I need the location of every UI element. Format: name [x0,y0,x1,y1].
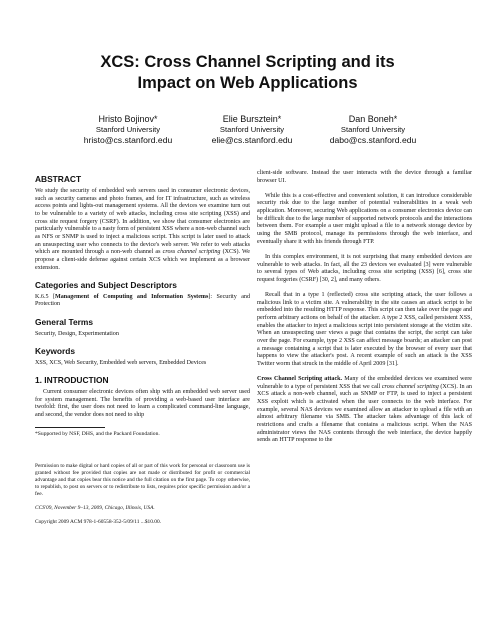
abstract-text: We study the security of embedded web servers used in consumer electronic devices, such as security cameras and photo frames, and for IT infrastructure, such as wireless access points and lights-out management systems. All the devices we examine turn out to be vulnerable to a variety of web attacks, including cross site scripting (XSS) and cross site request forgery (CSRF). In addition, we show that consumer electronics are particularly vulnerable to a nasty form of persistent XSS where a non-web channel such as NFS or SNMP is used to inject a malicious script. This script is later used to attack an unsuspecting user who connects to the device's web server. We refer to web attacks which are mounted through a non-web channel as cross channel scripting (XCS). We propose a client-side defense against certain XCS which we implement as a browser extension. [35,188,250,271]
author-email[interactable]: hristo@cs.stanford.edu [83,135,173,145]
author-affiliation: Stanford University [219,125,285,134]
author-name: Hristo Bojinov* [98,114,158,124]
body-paragraph-4: Recall that in a type 1 (reflected) cross site scripting attack, the user follows a malicious link to a victim site. A vulnerability in the site causes an attack script to be embedded into the resulting HTTP response. This script can then take over the page and perform arbitrary actions on behalf of the attacker. A type 2 XSS, called persistent XSS, enables the attacker to inject a malicious script into persistent storage at the victim site. When an unsuspecting user views a page that contains the script, the script can take over the page. For example, type 2 XSS can affect message boards; an attacker can post a message containing a script that is later executed by the browser of every user that happens to view the attacker's post. A recent example of such an attack is the XSS Twitter worm that struck in the middle of April 2009 [31]. [257,292,472,367]
paper-title [0,52,495,94]
general-terms-text: Security, Design, Experimentation [35,330,119,337]
spacer [35,445,250,463]
categories-text: K.6.5 [Management of Computing and Information Systems]: Security and Protection [35,293,250,308]
general-terms-heading: General Terms [35,316,94,327]
author-affiliation: Stanford University [340,125,406,134]
introduction-paragraph: Current consumer electronic devices often ship with an embedded web server used for system management. The benefits of providing a web-based user interface are twofold: first, the user does not need to learn a complicated command-line language, and second, the vendor does not need to ship [35,388,250,418]
author-affiliation: Stanford University [95,125,161,134]
author-3 [298,114,448,146]
keywords-heading: Keywords [35,345,76,356]
left-column [35,168,250,534]
footnote: *Supported by NSF, DHS, and the Packard Foundation. [35,430,160,437]
author-email[interactable]: dabo@cs.stanford.edu [329,135,417,145]
categories-heading: Categories and Subject Descriptors [35,279,177,290]
footnote-rule [35,427,105,428]
body-paragraph-1: client-side software. Instead the user interacts with the device through a familiar browser UI. [257,170,472,184]
body-paragraph-2: While this is a cost-effective and convenient solution, it can introduce considerable security risk due to the large number of potential vulnerabilities in a weak web application. Moreover, securing Web applications on a consumer electronics device can be difficult due to the large number of supported network protocols and the interactions between them. For example a user might upload a file to a network storage device by using the SMB protocol, manage its permissions through the web interface, and eventually share it with his friends through FTP. [257,192,472,245]
abstract-heading: ABSTRACT [35,174,82,184]
right-column [257,170,472,453]
introduction-heading: 1. INTRODUCTION [35,374,109,385]
keywords-text: XSS, XCS, Web Security, Embedded web servers, Embedded Devices [35,359,207,366]
author-name: Elie Bursztein* [222,114,282,124]
paper-title-line-2: Impact on Web Applications [137,74,358,92]
author-name: Dan Boneh* [348,114,398,124]
body-paragraph-3: In this complex environment, it is not surprising that many embedded devices are vulnerable to web attacks. In fact, all the 23 devices we evaluated [3] were vulnerable to several types of Web attacks, including cross site scripting (XSS) [6], cross site request forgeries (CSRF) [30, 2], and many others. [257,253,472,283]
conference-info: CCS'09, November 9–13, 2009, Chicago, Illinois, USA. [35,504,155,511]
permission-notice: Permission to make digital or hard copies of all or part of this work for personal or classroom use is granted without fee provided that copies are not made or distributed for profit or commercial advantage and that copies bear this notice and the full citation on the first page. To copy otherwise, to republish, to post on servers or to redistribute to lists, requires prior specific permission and/or a fee. [35,463,250,497]
author-email[interactable]: elie@cs.stanford.edu [211,135,293,145]
author-block [0,114,495,154]
copyright-notice: Copyright 2009 ACM 978-1-60558-352-5/09/11 ...$10.00. [35,519,162,526]
body-paragraph-5: Cross Channel Scripting attack. Many of the embedded devices we examined were vulnerable to a type of persistent XSS that we call cross channel scripting (XCS). In an XCS attack a non-web channel, such as SNMP or FTP, is used to inject a persistent XSS exploit which is activated when the user connects to the web interface. For example, several NAS devices we examined allow an attacker to upload a file with an almost arbitrary filename via SMB. The attacker takes advantage of this lack of restrictions and crafts a filename that contains a malicious script. When the NAS administrator views the NAS contents through the web interface, the device happily sends an HTTP response to the [257,376,472,444]
paper-title-line-1: XCS: Cross Channel Scripting and its [100,53,395,71]
